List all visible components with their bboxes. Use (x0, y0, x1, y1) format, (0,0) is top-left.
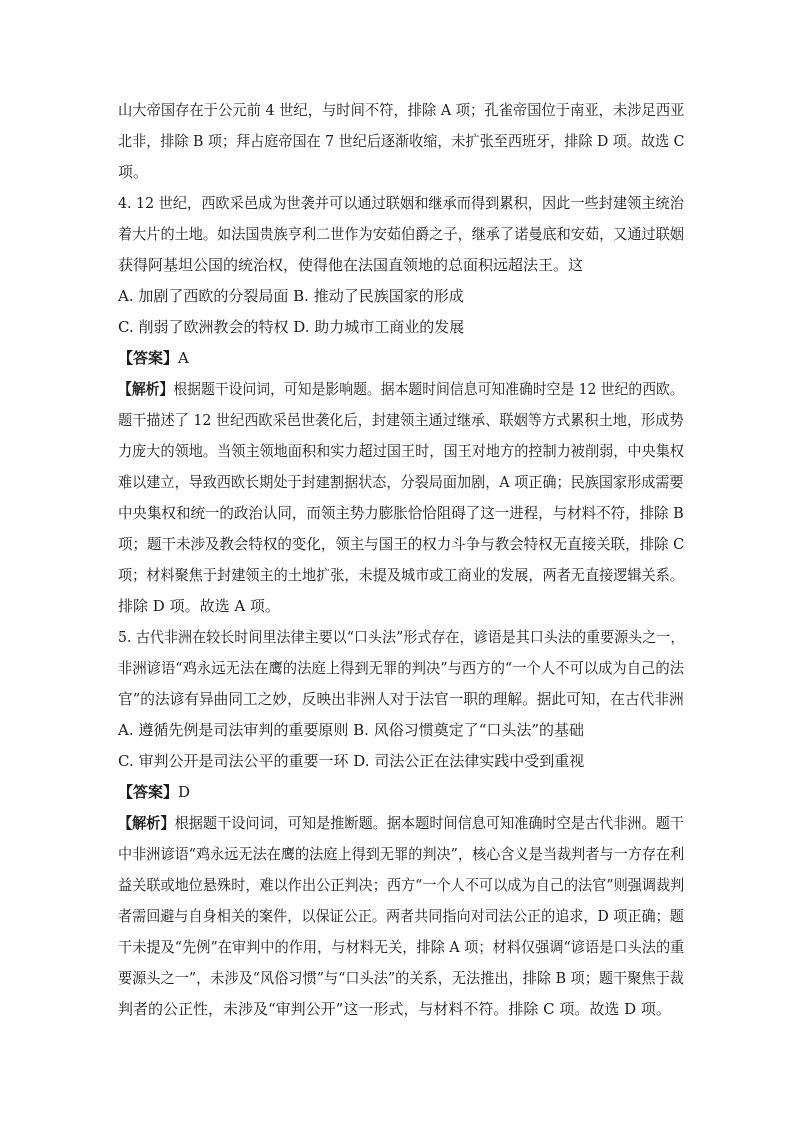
question-4-options-cd: C. 削弱了欧洲教会的特权 D. 助力城市工商业的发展 (118, 318, 465, 336)
question-5-analysis (118, 813, 684, 833)
answer-label: 【答案】 (118, 783, 179, 801)
text-line: 中央集权和统一的政治认同，而领主势力膨胀恰恰阻碍了这一进程，与材料不符，排除 B (118, 504, 684, 522)
analysis-label: 【解析】 (118, 380, 174, 398)
question-5-options-ab: A. 遵循先例是司法审判的重要原则 B. 风俗习惯奠定了“口头法”的基础 (118, 721, 585, 739)
text-line: 排除 D 项。故选 A 项。 (118, 597, 280, 615)
text-line: 力庞大的领地。当领主领地面积和实力超过国王时，国王对地方的控制力被削弱，中央集权 (118, 442, 685, 460)
text-line: 者需回避与自身相关的案件，以保证公正。两者共同指向对司法公正的追求，D 项正确；题 (118, 907, 684, 925)
text-line: 着大片的土地。如法国贵族亨利二世作为安茹伯爵之子，继承了诺曼底和安茹，又通过联姻 (118, 225, 685, 243)
question-4-options-ab: A. 加剧了西欧的分裂局面 B. 推动了民族国家的形成 (118, 287, 464, 305)
text-line: 难以建立，导致西欧长期处于封建割据状态，分裂局面加剧，A 项正确；民族国家形成需要 (118, 473, 684, 491)
text-line: 山大帝国存在于公元前 4 世纪，与时间不符，排除 A 项；孔雀帝国位于南亚，未涉足西亚 (118, 101, 685, 119)
answer-label: 【答案】 (118, 349, 179, 367)
text-line: 益关联或地位悬殊时，难以作出公正判决；西方“一个人不可以成为自己的法官”则强调裁判 (118, 876, 685, 894)
question-4-stem: 4. 12 世纪，西欧采邑成为世袭并可以通过联姻和继承而得到累积，因此一些封建领主统治 (118, 194, 684, 212)
text-line: 获得阿基坦公国的统治权，使得他在法国直领地的总面积远超法王。这 (118, 256, 584, 274)
answer-value: A (178, 349, 189, 367)
answer-value: D (178, 783, 191, 801)
analysis-text: 根据题干设问词，可知是推断题。据本题时间信息可知准确时空是古代非洲。题干 (174, 814, 685, 832)
analysis-text: 根据题干设问词，可知是影响题。据本题时间信息可知准确时空是 12 世纪的西欧。 (173, 380, 684, 398)
question-5-options-cd: C. 审判公开是司法公平的重要一环 D. 司法公正在法律实践中受到重视 (118, 752, 585, 770)
question-4-analysis (118, 379, 684, 399)
text-line: 判者的公正性，未涉及“审判公开”这一形式，与材料不符。排除 C 项。故选 D 项。 (118, 1000, 671, 1018)
text-line: 北非，排除 B 项；拜占庭帝国在 7 世纪后逐渐收缩，未扩张至西班牙，排除 D 项。故选 C (118, 132, 685, 150)
text-line: 干未提及“先例”在审判中的作用，与材料无关，排除 A 项；材料仅强调“谚语是口头法的重 (118, 938, 685, 956)
text-line: 要源头之一”，未涉及“风俗习惯”与“口头法”的关系，无法推出，排除 B 项；题干聚焦于裁 (118, 969, 684, 987)
text-line: 中非洲谚语“鸡永远无法在鹰的法庭上得到无罪的判决”，核心含义是当裁判者与一方存在利 (118, 845, 685, 863)
text-line: 项。 (118, 163, 149, 181)
text-line: 题干描述了 12 世纪西欧采邑世袭化后，封建领主通过继承、联姻等方式累积土地，形成势 (118, 411, 684, 429)
question-4-answer (118, 348, 189, 368)
text-line: 非洲谚语“鸡永远无法在鹰的法庭上得到无罪的判决”与西方的“一个人不可以成为自己的法 (118, 659, 685, 677)
text-line: 项；材料聚焦于封建领主的土地扩张，未提及城市或工商业的发展，两者无直接逻辑关系。 (118, 566, 685, 584)
question-5-answer (118, 782, 190, 802)
analysis-label: 【解析】 (118, 814, 175, 832)
question-5-stem: 5. 古代非洲在较长时间里法律主要以“口头法”形式存在，谚语是其口头法的重要源头之一， (118, 628, 685, 646)
text-line: 项；题干未涉及教会特权的变化，领主与国王的权力斗争与教会特权无直接关联，排除 C (118, 535, 685, 553)
text-line: 官”的法谚有异曲同工之妙，反映出非洲人对于法官一职的理解。据此可知，在古代非洲 (118, 690, 684, 708)
